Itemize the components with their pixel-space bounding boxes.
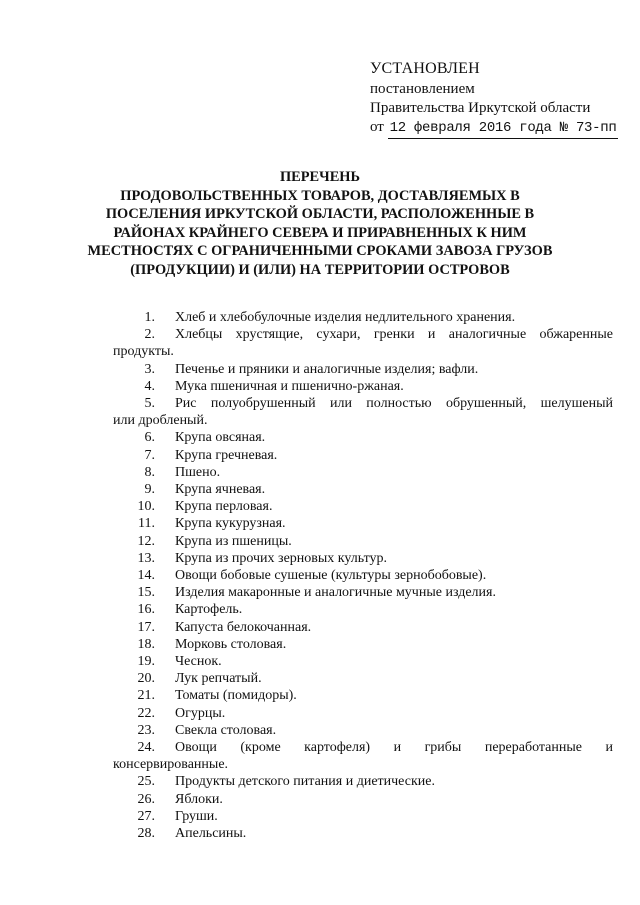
list-item — [113, 464, 613, 481]
list-item — [113, 326, 613, 360]
item-text: Крупа кукурузная. — [175, 516, 286, 532]
heading-line: ПЕРЕЧЕНЬ — [279, 169, 361, 185]
heading-line: (ПРОДУКЦИИ) И (ИЛИ) НА ТЕРРИТОРИИ ОСТРОВОВ — [130, 261, 510, 278]
item-number: 15. — [137, 585, 155, 601]
approval-line-2: Правительства Иркутской области — [370, 100, 591, 116]
list-item — [113, 584, 613, 601]
list-item — [113, 739, 613, 773]
item-number: 5. — [144, 396, 155, 412]
item-number: 9. — [144, 482, 155, 498]
item-text: Томаты (помидоры). — [175, 688, 297, 704]
list-item — [113, 533, 613, 550]
item-number: 28. — [137, 826, 155, 842]
list-item — [113, 481, 613, 498]
list-item — [113, 378, 613, 395]
approval-title: УСТАНОВЛЕН — [370, 60, 480, 77]
item-text: Овощи бобовые сушеные (культуры зернобобовые). — [175, 568, 487, 584]
list-item — [113, 601, 613, 618]
list-item — [113, 722, 613, 739]
item-text: Огурцы. — [175, 705, 226, 721]
item-text: Изделия макаронные и аналогичные мучные изделия. — [175, 585, 496, 601]
item-text: Продукты детского питания и диетические. — [175, 774, 435, 790]
item-number: 8. — [144, 464, 155, 480]
item-text: Крупа из пшеницы. — [175, 533, 292, 549]
item-number: 22. — [137, 705, 155, 721]
list-item — [113, 395, 613, 429]
item-number: 4. — [144, 378, 155, 394]
item-number: 19. — [137, 654, 155, 670]
item-text: Картофель. — [175, 602, 243, 618]
list-item — [113, 447, 613, 464]
item-number: 10. — [137, 499, 155, 515]
item-text: Печенье и пряники и аналогичные изделия; вафли. — [175, 361, 479, 377]
item-number: 6. — [144, 430, 155, 446]
item-text-continuation: продукты. — [113, 344, 174, 360]
approval-date-prefix: от — [370, 119, 384, 135]
food-items-list — [113, 309, 613, 842]
list-item — [113, 567, 613, 584]
item-number: 17. — [137, 619, 155, 635]
heading-line: РАЙОНАХ КРАЙНЕГО СЕВЕРА И ПРИРАВНЕННЫХ К НИМ — [113, 224, 527, 241]
item-number: 27. — [137, 808, 155, 824]
item-text: Груши. — [175, 808, 218, 824]
list-item — [113, 498, 613, 515]
item-text: Хлебцы хрустящие, сухари, гренки и аналогичные обжаренные — [175, 327, 613, 343]
item-number: 21. — [137, 688, 155, 704]
item-text: Крупа из прочих зерновых культур. — [175, 550, 388, 566]
list-item — [113, 825, 613, 842]
item-text: Рис полуобрушенный или полностью обрушенный, шелушеный — [175, 396, 613, 412]
item-number: 24. — [137, 740, 155, 756]
item-number: 16. — [137, 602, 155, 618]
item-text: Капуста белокочанная. — [175, 619, 312, 635]
item-text: Мука пшеничная и пшенично-ржаная. — [175, 378, 404, 394]
item-number: 2. — [144, 327, 155, 343]
item-number: 3. — [144, 361, 155, 377]
item-text: Апельсины. — [175, 826, 247, 842]
document-heading — [60, 168, 580, 279]
item-text: Крупа ячневая. — [175, 482, 266, 498]
item-text: Крупа перловая. — [175, 499, 273, 515]
list-item — [113, 653, 613, 670]
item-number: 26. — [137, 791, 155, 807]
item-number: 20. — [137, 671, 155, 687]
approval-line-1: постановлением — [370, 81, 475, 97]
list-item — [113, 687, 613, 704]
item-text: Лук репчатый. — [175, 671, 262, 687]
item-text: Пшено. — [175, 464, 221, 480]
list-item — [113, 670, 613, 687]
item-number: 7. — [144, 447, 155, 463]
item-text: Крупа овсяная. — [175, 430, 266, 446]
item-text: Морковь столовая. — [175, 636, 287, 652]
approval-date-row — [370, 118, 620, 139]
item-number: 12. — [137, 533, 155, 549]
list-item — [113, 705, 613, 722]
item-text-continuation: или дробленый. — [113, 413, 208, 429]
list-item — [113, 791, 613, 808]
item-number: 18. — [137, 636, 155, 652]
list-item — [113, 361, 613, 378]
item-number: 1. — [144, 310, 155, 325]
list-item — [113, 773, 613, 790]
item-text-continuation: консервированные. — [113, 757, 229, 773]
item-number: 11. — [138, 516, 155, 532]
item-text: Хлеб и хлебобулочные изделия недлительного хранения. — [175, 310, 516, 325]
list-item — [113, 309, 613, 326]
item-number: 25. — [137, 774, 155, 790]
item-number: 13. — [137, 550, 155, 566]
approval-date-value: 12 февраля 2016 года № 73-пп — [388, 119, 619, 139]
item-text: Яблоки. — [175, 791, 223, 807]
item-text: Крупа гречневая. — [175, 447, 278, 463]
item-text: Свекла столовая. — [175, 722, 277, 738]
list-item — [113, 619, 613, 636]
item-number: 14. — [137, 568, 155, 584]
list-item — [113, 515, 613, 532]
item-text: Овощи (кроме картофеля) и грибы переработанные и — [175, 740, 613, 756]
item-text: Чеснок. — [175, 654, 222, 670]
approval-stamp — [370, 58, 620, 139]
list-item — [113, 636, 613, 653]
heading-line: ПРОДОВОЛЬСТВЕННЫХ ТОВАРОВ, ДОСТАВЛЯЕМЫХ В — [120, 187, 520, 204]
list-item — [113, 808, 613, 825]
heading-line: ПОСЕЛЕНИЯ ИРКУТСКОЙ ОБЛАСТИ, РАСПОЛОЖЕННЫЕ В — [105, 206, 535, 222]
list-item — [113, 429, 613, 446]
list-item — [113, 550, 613, 567]
item-number: 23. — [137, 722, 155, 738]
heading-line: МЕСТНОСТЯХ С ОГРАНИЧЕННЫМИ СРОКАМИ ЗАВОЗА ГРУЗОВ — [87, 243, 553, 259]
